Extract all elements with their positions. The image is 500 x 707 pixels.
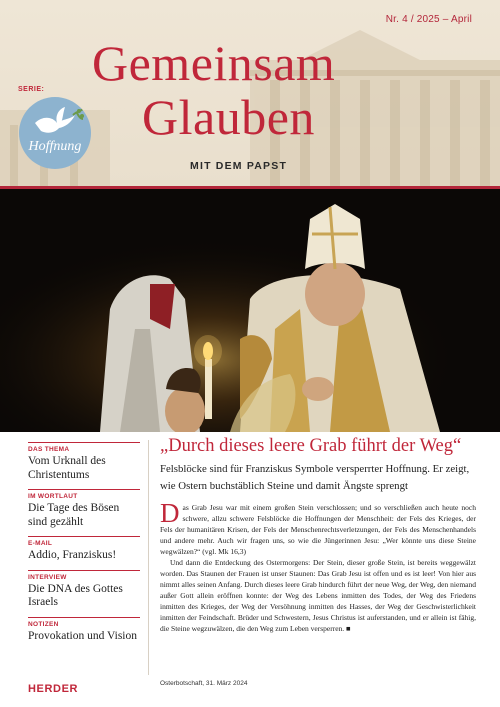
- contents-sidebar: [28, 442, 140, 651]
- cover-photo: [0, 189, 500, 432]
- sidebar-item-title: Vom Urknall des Christentums: [28, 455, 106, 481]
- series-label: SERIE:: [18, 86, 45, 93]
- easter-vigil-image: [0, 189, 500, 432]
- article-source: Osterbotschaft, 31. März 2024: [160, 680, 248, 687]
- series-badge: [19, 97, 91, 169]
- article-headline: „Durch dieses leere Grab führt der Weg“: [160, 436, 462, 456]
- sidebar-item-title: Die Tage des Bösen sind gezählt: [28, 502, 120, 528]
- column-divider: [148, 440, 149, 675]
- masthead-subtitle: MIT DEM PAPST: [190, 160, 288, 172]
- sidebar-item-title: Die DNA des Gottes Israels: [28, 582, 123, 609]
- dove-icon: [19, 97, 91, 169]
- publisher-logo: HERDER: [28, 683, 79, 695]
- article-paragraph-2: Und dann die Entdeckung des Ostermorgens: Der Stein, dieser große Stein, ist bereits weggewälzt worden. Das Staunen der Frauen ist unser Staunen: Das Grab Jesu ist offen und es ist leer! Von hier aus nimmt alles seinen Anfang. Durch dieses leere Grab hindurch führt der neue Weg, der Weg, den niemand außer Gott allein eröffnen konnte: der Weg des Lebens inmitten des Todes, der Weg des Friedens inmitten des Krieges, der Weg der Versöhnung inmitten des Hasses, der Weg der Geschwisterlichkeit inmitten der Feindschaft. Brüder und Schwestern, Jesus Christus ist auferstanden, und er allein ist fähig, die Steine wegzuwälzen, die den Weg zum Leben versperren. ■: [160, 558, 476, 634]
- article-paragraph-1: [160, 498, 476, 557]
- sidebar-item-email[interactable]: [28, 536, 140, 563]
- sidebar-item-label: INTERVIEW: [28, 573, 67, 581]
- masthead: [0, 0, 500, 186]
- sidebar-item-title: Provokation und Vision: [28, 629, 137, 642]
- sidebar-item-label: DAS THEMA: [28, 446, 70, 453]
- masthead-title-line1: Gemeinsam: [92, 35, 336, 91]
- issue-number: Nr. 4 / 2025 – April: [385, 14, 472, 25]
- sidebar-item-thema[interactable]: [28, 442, 140, 482]
- article-body: [160, 498, 476, 634]
- sidebar-item-interview[interactable]: [28, 570, 140, 610]
- sidebar-item-title: Addio, Franziskus!: [28, 549, 117, 562]
- series-badge-text: Hoffnung: [28, 139, 82, 154]
- sidebar-item-label: E-MAIL: [28, 540, 53, 548]
- masthead-title-line2: Glauben: [142, 89, 315, 145]
- drop-cap: D: [160, 498, 180, 528]
- sidebar-item-wortlaut[interactable]: [28, 489, 140, 529]
- paragraph-1-text: as Grab Jesu war mit einem großen Stein verschlossen; und so verschließen auch heute noch schwere, allzu schwere Felsblöcke die Hoffnungen der Menschheit: der Fels des Krieges, der Fels der humanitären Krisen, der Fels der Menschenrechtsverletzungen, der Fels des Menschenhandels und andere mehr. Auch wir fragen uns, so wie die Jüngerinnen Jesu: „Wer könnte uns diese Steine wegwälzen?“ (vgl. Mk 16,3): [160, 503, 476, 557]
- article-lead: Felsblöcke sind für Franziskus Symbole versperrter Hoffnung. Er zeigt, wie Ostern buchstäblich Steine und damit Ängste sprengt: [160, 463, 470, 492]
- sidebar-item-label: IM WORTLAUT: [28, 493, 78, 501]
- sidebar-item-label: NOTIZEN: [28, 620, 59, 628]
- sidebar-item-notizen[interactable]: [28, 617, 140, 644]
